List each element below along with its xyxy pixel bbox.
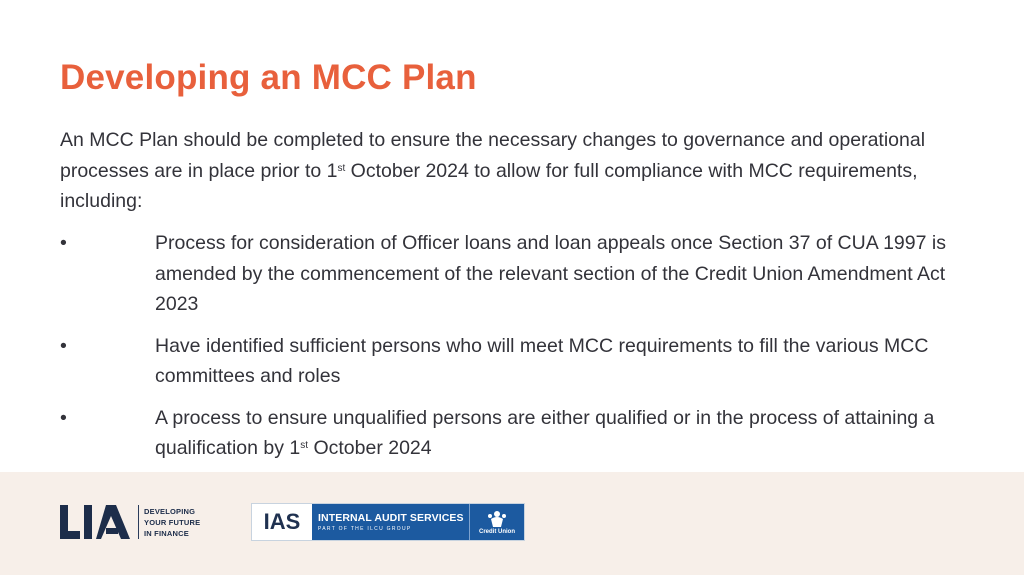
bullet-text-part2: October 2024 [308,437,432,459]
bullet-item [60,403,980,464]
credit-union-logo [469,504,524,540]
ias-logo [251,503,525,541]
bullet-superscript: st [300,440,309,451]
intro-superscript: st [337,162,346,174]
ias-short: IAS [263,509,301,534]
lia-tagline-line: IN FINANCE [144,528,189,538]
bullet-dot: • [60,334,67,357]
intro-text-part1: An MCC Plan should be completed to ensure the necessary changes to governance and operational processes are in place prior to 1 [60,129,926,182]
bullet-dot: • [60,232,67,254]
ias-name: INTERNAL AUDIT SERVICES [318,512,464,524]
bullet-dot: • [60,406,67,429]
ias-band [312,504,469,540]
bullet-text: Have identified sufficient persons who will meet MCC requirements to fill the various MCC committees and roles [155,334,929,387]
bullet-list [60,228,980,475]
bullet-text-part1: A process to ensure unqualified persons are either qualified or in the process of attaining a qualification by 1 [155,406,935,459]
bullet-text [155,407,934,460]
lia-tagline-line: DEVELOPING [144,506,196,516]
lia-tagline-line: YOUR FUTURE [144,517,201,527]
slide-title: Developing an MCC Plan [60,58,477,97]
intro-text-part2: October 2024 to allow for full compliance with MCC requirements, including: [60,159,918,212]
lia-tagline [138,505,200,539]
intro-paragraph [60,125,960,217]
bullet-item [60,331,980,392]
bullet-item [60,228,980,320]
ias-subtitle: PART OF THE ILCU GROUP [318,526,412,532]
lia-wordmark-icon [60,504,132,540]
credit-union-label: Credit Union [479,528,515,535]
bullet-text: Process for consideration of Officer loans and loan appeals once Section 37 of CUA 1997 is amended by the commencement of the relevant section of the Credit Union Amendment Act 2023 [155,232,946,315]
credit-union-people-icon [486,510,508,528]
lia-logo [60,504,200,540]
